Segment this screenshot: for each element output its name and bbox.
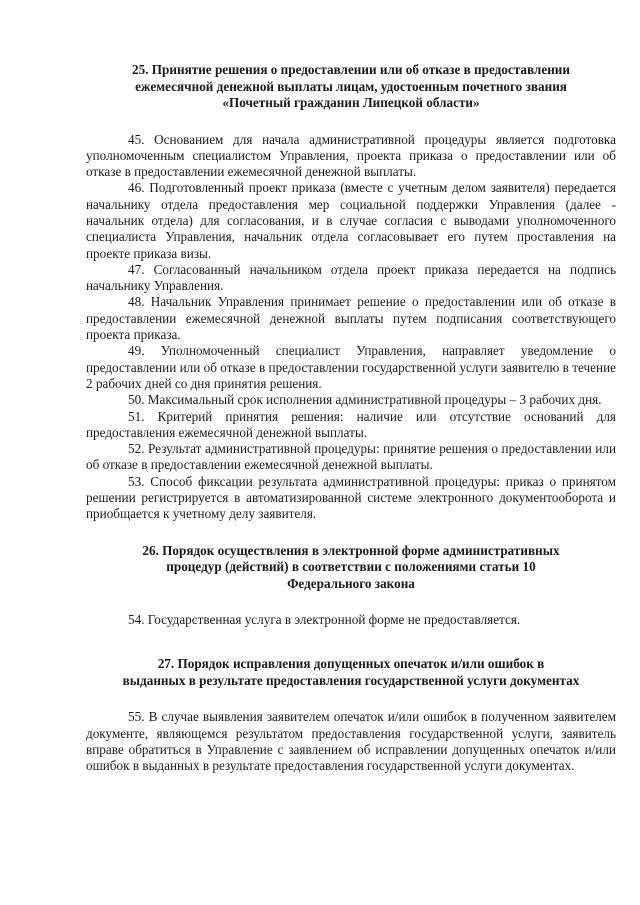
section-27-body [86,709,616,774]
section-25-heading [86,62,616,112]
paragraph-54: 54. Государственная услуга в электронной форме не предоставляется. [128,612,521,628]
paragraph-46: 46. Подготовленный проект приказа (вместе с учетным делом заявителя) передается начальнику отдела предоставления мер социальной поддержки Управления (далее - начальник отдела) для согласования, и в случае согласия с выводами уполномоченного специалиста Управления, начальник отдела согласовывает его путем проставления на проекте приказа визы. [86,180,616,261]
paragraph-53: 53. Способ фиксации результата административной процедуры: приказ о принятом решении регистрируется в автоматизированной системе электронного документооборота и приобщается к учетному делу заявителя. [86,473,616,522]
paragraph-48: 48. Начальник Управления принимает решение о предоставлении или об отказе в предоставлении ежемесячной денежной выплаты путем подписания соответствующего проекта приказа. [86,294,616,343]
paragraph-50: 50. Максимальный срок исполнения административной процедуры – 3 рабочих дня. [128,392,602,408]
section-27-heading-line-1: 27. Порядок исправления допущенных опечаток и/или ошибок в [157,656,545,672]
section-26-heading-line-2: процедур (действий) в соответствии с положениями статьи 10 [166,559,536,575]
section-25-heading-line-1: 25. Принятие решения о предоставлении или об отказе в предоставлении [132,62,570,77]
section-25-body [86,132,616,523]
paragraph-51: 51. Критерий принятия решения: наличие или отсутствие оснований для предоставления ежемесячной денежной выплаты. [86,408,616,440]
paragraph-47: 47. Согласованный начальником отдела проект приказа передается на подпись начальнику Управления. [86,261,616,294]
paragraph-49: 49. Уполномоченный специалист Управления, направляет уведомление о предоставлении или об отказе в предоставлении государственной услуги заявителю в течение 2 рабочих дней со дня принятия решения. [86,343,616,391]
section-26-heading-line-1: 26. Порядок осуществления в электронной форме административных [142,542,560,558]
section-27-heading [86,656,616,689]
section-25-heading-line-2: ежемесячной денежной выплаты лицам, удостоенным почетного звания [135,78,567,94]
section-26-heading-line-3: Федерального закона [287,575,415,591]
paragraph-45: 45. Основанием для начала административной процедуры является подготовка уполномоченным специалистом Управления, проекта приказа о предоставлении или об отказе в предоставлении ежемесячной денежной выплаты. [86,131,616,180]
section-26-heading [86,543,616,593]
paragraph-52: 52. Результат административной процедуры: принятие решения о предоставлении или об отказе в предоставлении ежемесячной денежной выплаты. [86,441,616,473]
section-25-heading-line-3: «Почетный гражданин Липецкой области» [222,95,480,110]
section-26-body [86,612,616,628]
paragraph-55: 55. В случае выявления заявителем опечаток и/или ошибок в полученном заявителем документе, являющемся результатом предоставления государственной услуги, заявитель вправе обратиться в Управление с заявлением об исправлении допущенных опечаток и/или ошибок в выданных в результате предоставления государственной услуги документах. [86,709,616,774]
section-27-heading-line-2: выданных в результате предоставления государственной услуги документах [122,672,580,688]
